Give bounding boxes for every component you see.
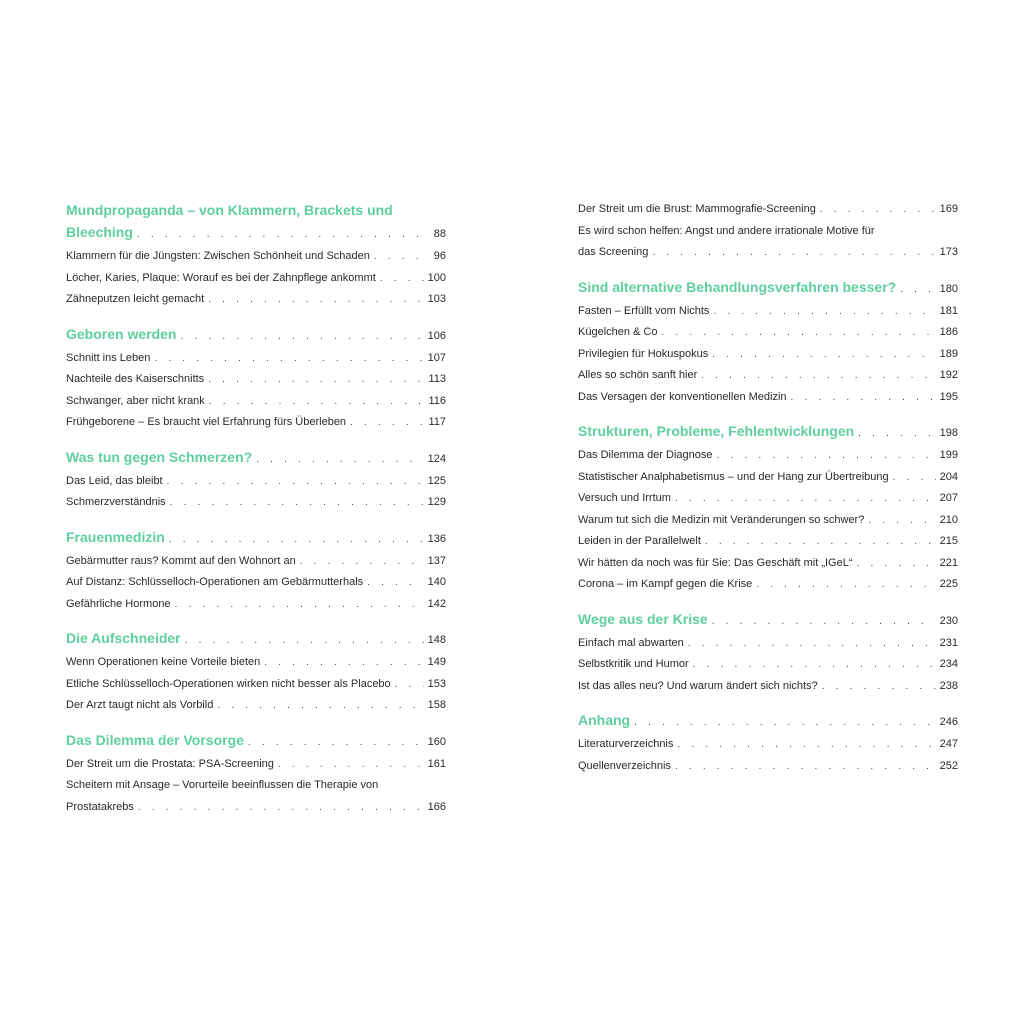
chapter-heading-row bbox=[66, 446, 446, 471]
toc-section bbox=[578, 276, 958, 409]
page-number: 136 bbox=[427, 532, 446, 545]
toc-entry bbox=[578, 510, 958, 532]
page-number: 88 bbox=[433, 228, 446, 240]
toc-entry bbox=[578, 553, 958, 575]
page-number: 215 bbox=[939, 535, 958, 547]
entry-title: Corona – im Kampf gegen die Krise bbox=[578, 578, 753, 590]
page-number: 149 bbox=[427, 656, 446, 668]
entry-title: Löcher, Karies, Plaque: Worauf es bei der Zahnpflege ankommt bbox=[66, 271, 376, 284]
chapter-heading: Anhang bbox=[578, 712, 631, 728]
page-number: 210 bbox=[939, 513, 958, 526]
toc-section bbox=[578, 199, 958, 264]
entry-title: Alles so schön sanft hier bbox=[578, 369, 698, 381]
page-number: 198 bbox=[939, 427, 958, 439]
chapter-heading: Was tun gegen Schmerzen? bbox=[66, 448, 253, 465]
toc-entry bbox=[66, 572, 446, 594]
chapter-heading: Strukturen, Probleme, Fehlentwicklungen bbox=[578, 423, 855, 439]
chapter-heading: Wege aus der Krise bbox=[578, 610, 708, 627]
toc-section bbox=[66, 526, 446, 616]
toc-entry bbox=[66, 674, 446, 696]
entry-title-line: Es wird schon helfen: Angst und andere irrationale Motive für bbox=[578, 224, 875, 237]
entry-title: Der Arzt taugt nicht als Vorbild bbox=[66, 699, 214, 711]
chapter-heading-continued: Bleeching bbox=[66, 224, 133, 240]
entry-title: Leiden in der Parallelwelt bbox=[578, 535, 701, 547]
toc-entry bbox=[66, 754, 446, 776]
page-number: 225 bbox=[939, 578, 958, 590]
toc-entry bbox=[578, 633, 958, 655]
page-number: 246 bbox=[939, 716, 958, 728]
entry-title: Wir hätten da noch was für Sie: Das Geschäft mit „IGeL“ bbox=[578, 556, 853, 569]
page-number: 180 bbox=[939, 282, 958, 295]
toc-entry bbox=[66, 268, 446, 290]
entry-title: Versuch und Irrtum bbox=[578, 492, 671, 504]
toc-entry bbox=[578, 574, 958, 596]
toc-entry bbox=[66, 412, 446, 434]
page-number: 247 bbox=[939, 738, 958, 750]
chapter-heading-row bbox=[578, 420, 958, 445]
entry-title: Nachteile des Kaiserschnitts bbox=[66, 373, 205, 385]
page-number: 117 bbox=[428, 416, 446, 428]
toc-right-column bbox=[578, 199, 958, 789]
toc-entry bbox=[66, 246, 446, 268]
toc-section bbox=[66, 729, 446, 819]
page-number: 129 bbox=[427, 496, 446, 508]
chapter-heading-row bbox=[66, 323, 446, 348]
toc-entry bbox=[578, 322, 958, 344]
entry-title-continued: Prostatakrebs bbox=[66, 800, 134, 813]
page-number: 158 bbox=[427, 699, 446, 711]
page-number: 231 bbox=[939, 636, 958, 649]
chapter-heading: Geboren werden bbox=[66, 325, 177, 342]
page-number: 148 bbox=[427, 634, 446, 646]
toc-section bbox=[578, 420, 958, 596]
toc-entry bbox=[66, 348, 446, 370]
page-number: 125 bbox=[427, 474, 446, 487]
toc-entry bbox=[66, 594, 446, 616]
entry-title: Das Leid, das bleibt bbox=[66, 474, 163, 487]
toc-entry bbox=[578, 734, 958, 756]
entry-title: Das Dilemma der Diagnose bbox=[578, 449, 713, 461]
toc-section bbox=[578, 709, 958, 777]
chapter-heading: Die Aufschneider bbox=[66, 630, 181, 646]
toc-section bbox=[66, 199, 446, 311]
toc-entry bbox=[66, 797, 446, 819]
entry-title: Kügelchen & Co bbox=[578, 326, 658, 338]
page-number: 195 bbox=[939, 390, 958, 403]
page-number: 100 bbox=[427, 271, 446, 284]
chapter-heading-row bbox=[578, 276, 958, 301]
page-number: 107 bbox=[427, 351, 446, 364]
page-number: 186 bbox=[939, 326, 958, 338]
page-number: 113 bbox=[428, 373, 446, 385]
toc-entry bbox=[578, 488, 958, 510]
page-number: 142 bbox=[427, 597, 446, 610]
entry-title: Warum tut sich die Medizin mit Veränderungen so schwer? bbox=[578, 513, 865, 526]
toc-entry bbox=[66, 369, 446, 391]
chapter-heading: Sind alternative Behandlungsverfahren besser? bbox=[578, 278, 897, 295]
page-number: 96 bbox=[433, 250, 446, 262]
chapter-heading-row bbox=[578, 608, 958, 633]
toc-left-column bbox=[66, 199, 446, 830]
entry-title-line: Scheitern mit Ansage – Vorurteile beeinflussen die Therapie von bbox=[66, 779, 379, 791]
page-number: 181 bbox=[939, 304, 958, 317]
toc-entry bbox=[578, 199, 958, 221]
toc-entry bbox=[578, 756, 958, 778]
entry-title: Schmerzverständnis bbox=[66, 496, 166, 508]
entry-title: Klammern für die Jüngsten: Zwischen Schönheit und Schaden bbox=[66, 250, 370, 262]
chapter-heading: Das Dilemma der Vorsorge bbox=[66, 731, 244, 748]
toc-section bbox=[66, 627, 446, 717]
entry-title: Frühgeborene – Es braucht viel Erfahrung fürs Überleben bbox=[66, 416, 347, 428]
chapter-heading: Mundpropaganda – von Klammern, Brackets und bbox=[66, 202, 393, 218]
chapter-heading-row bbox=[66, 221, 446, 246]
page-number: 204 bbox=[939, 470, 958, 483]
entry-title: Schnitt ins Leben bbox=[66, 351, 151, 364]
chapter-heading-row bbox=[66, 526, 446, 551]
page-number: 160 bbox=[427, 735, 446, 748]
page-number: 192 bbox=[939, 369, 958, 381]
toc-entry bbox=[578, 365, 958, 387]
toc-entry bbox=[578, 242, 958, 264]
toc-entry bbox=[578, 467, 958, 489]
chapter-heading: Frauenmedizin bbox=[66, 528, 165, 545]
chapter-heading-row bbox=[66, 627, 446, 652]
entry-title: Der Streit um die Prostata: PSA-Screening bbox=[66, 757, 274, 770]
page-number: 252 bbox=[939, 759, 958, 772]
entry-title: Quellenverzeichnis bbox=[578, 759, 671, 772]
page-number: 189 bbox=[939, 347, 958, 360]
entry-title-continued: das Screening bbox=[578, 246, 649, 258]
page-number: 199 bbox=[939, 449, 958, 461]
page-number: 137 bbox=[427, 554, 446, 567]
toc-entry bbox=[578, 654, 958, 676]
page-number: 230 bbox=[939, 614, 958, 627]
toc-section bbox=[66, 446, 446, 514]
entry-title: Das Versagen der konventionellen Medizin bbox=[578, 390, 787, 403]
page-number: 207 bbox=[939, 492, 958, 504]
page-number: 103 bbox=[427, 293, 446, 305]
page-number: 116 bbox=[428, 394, 446, 407]
toc-entry bbox=[578, 445, 958, 467]
toc-entry bbox=[66, 289, 446, 311]
entry-title: Auf Distanz: Schlüsselloch-Operationen am Gebärmutterhals bbox=[66, 576, 364, 588]
page-number: 238 bbox=[939, 679, 958, 692]
toc-section bbox=[578, 608, 958, 698]
toc-entry bbox=[578, 531, 958, 553]
chapter-heading-row bbox=[578, 709, 958, 734]
page-number: 173 bbox=[939, 246, 958, 258]
entry-title: Gebärmutter raus? Kommt auf den Wohnort an bbox=[66, 554, 296, 567]
toc-entry bbox=[578, 387, 958, 409]
toc-entry bbox=[66, 551, 446, 573]
page-number: 234 bbox=[939, 658, 958, 670]
toc-section bbox=[66, 323, 446, 434]
page-number: 153 bbox=[427, 677, 446, 690]
toc-entry bbox=[578, 676, 958, 698]
page-number: 169 bbox=[939, 203, 958, 215]
page-number: 221 bbox=[939, 556, 958, 569]
toc-entry bbox=[66, 492, 446, 514]
entry-title: Zähneputzen leicht gemacht bbox=[66, 293, 205, 305]
entry-title: Privilegien für Hokuspokus bbox=[578, 347, 709, 360]
toc-entry bbox=[66, 391, 446, 413]
toc-entry bbox=[578, 301, 958, 323]
entry-title: Wenn Operationen keine Vorteile bieten bbox=[66, 656, 261, 668]
entry-title: Der Streit um die Brust: Mammografie-Screening bbox=[578, 203, 816, 215]
chapter-heading-row bbox=[66, 729, 446, 754]
page-number: 140 bbox=[427, 576, 446, 588]
entry-title: Selbstkritik und Humor bbox=[578, 658, 689, 670]
entry-title: Literaturverzeichnis bbox=[578, 738, 674, 750]
entry-title: Fasten – Erfüllt vom Nichts bbox=[578, 304, 710, 317]
entry-title: Statistischer Analphabetismus – und der Hang zur Übertreibung bbox=[578, 470, 889, 483]
page-number: 161 bbox=[427, 757, 446, 770]
toc-entry bbox=[66, 652, 446, 674]
entry-title: Ist das alles neu? Und warum ändert sich nichts? bbox=[578, 679, 818, 692]
toc-entry bbox=[66, 695, 446, 717]
entry-title: Schwanger, aber nicht krank bbox=[66, 394, 205, 407]
page-number: 106 bbox=[427, 329, 446, 342]
toc-entry bbox=[66, 471, 446, 493]
page-number: 124 bbox=[427, 452, 446, 465]
entry-title: Gefährliche Hormone bbox=[66, 597, 171, 610]
page-number: 166 bbox=[427, 800, 446, 813]
entry-title: Einfach mal abwarten bbox=[578, 636, 684, 649]
toc-entry bbox=[578, 344, 958, 366]
entry-title: Etliche Schlüsselloch-Operationen wirken nicht besser als Placebo bbox=[66, 677, 391, 690]
